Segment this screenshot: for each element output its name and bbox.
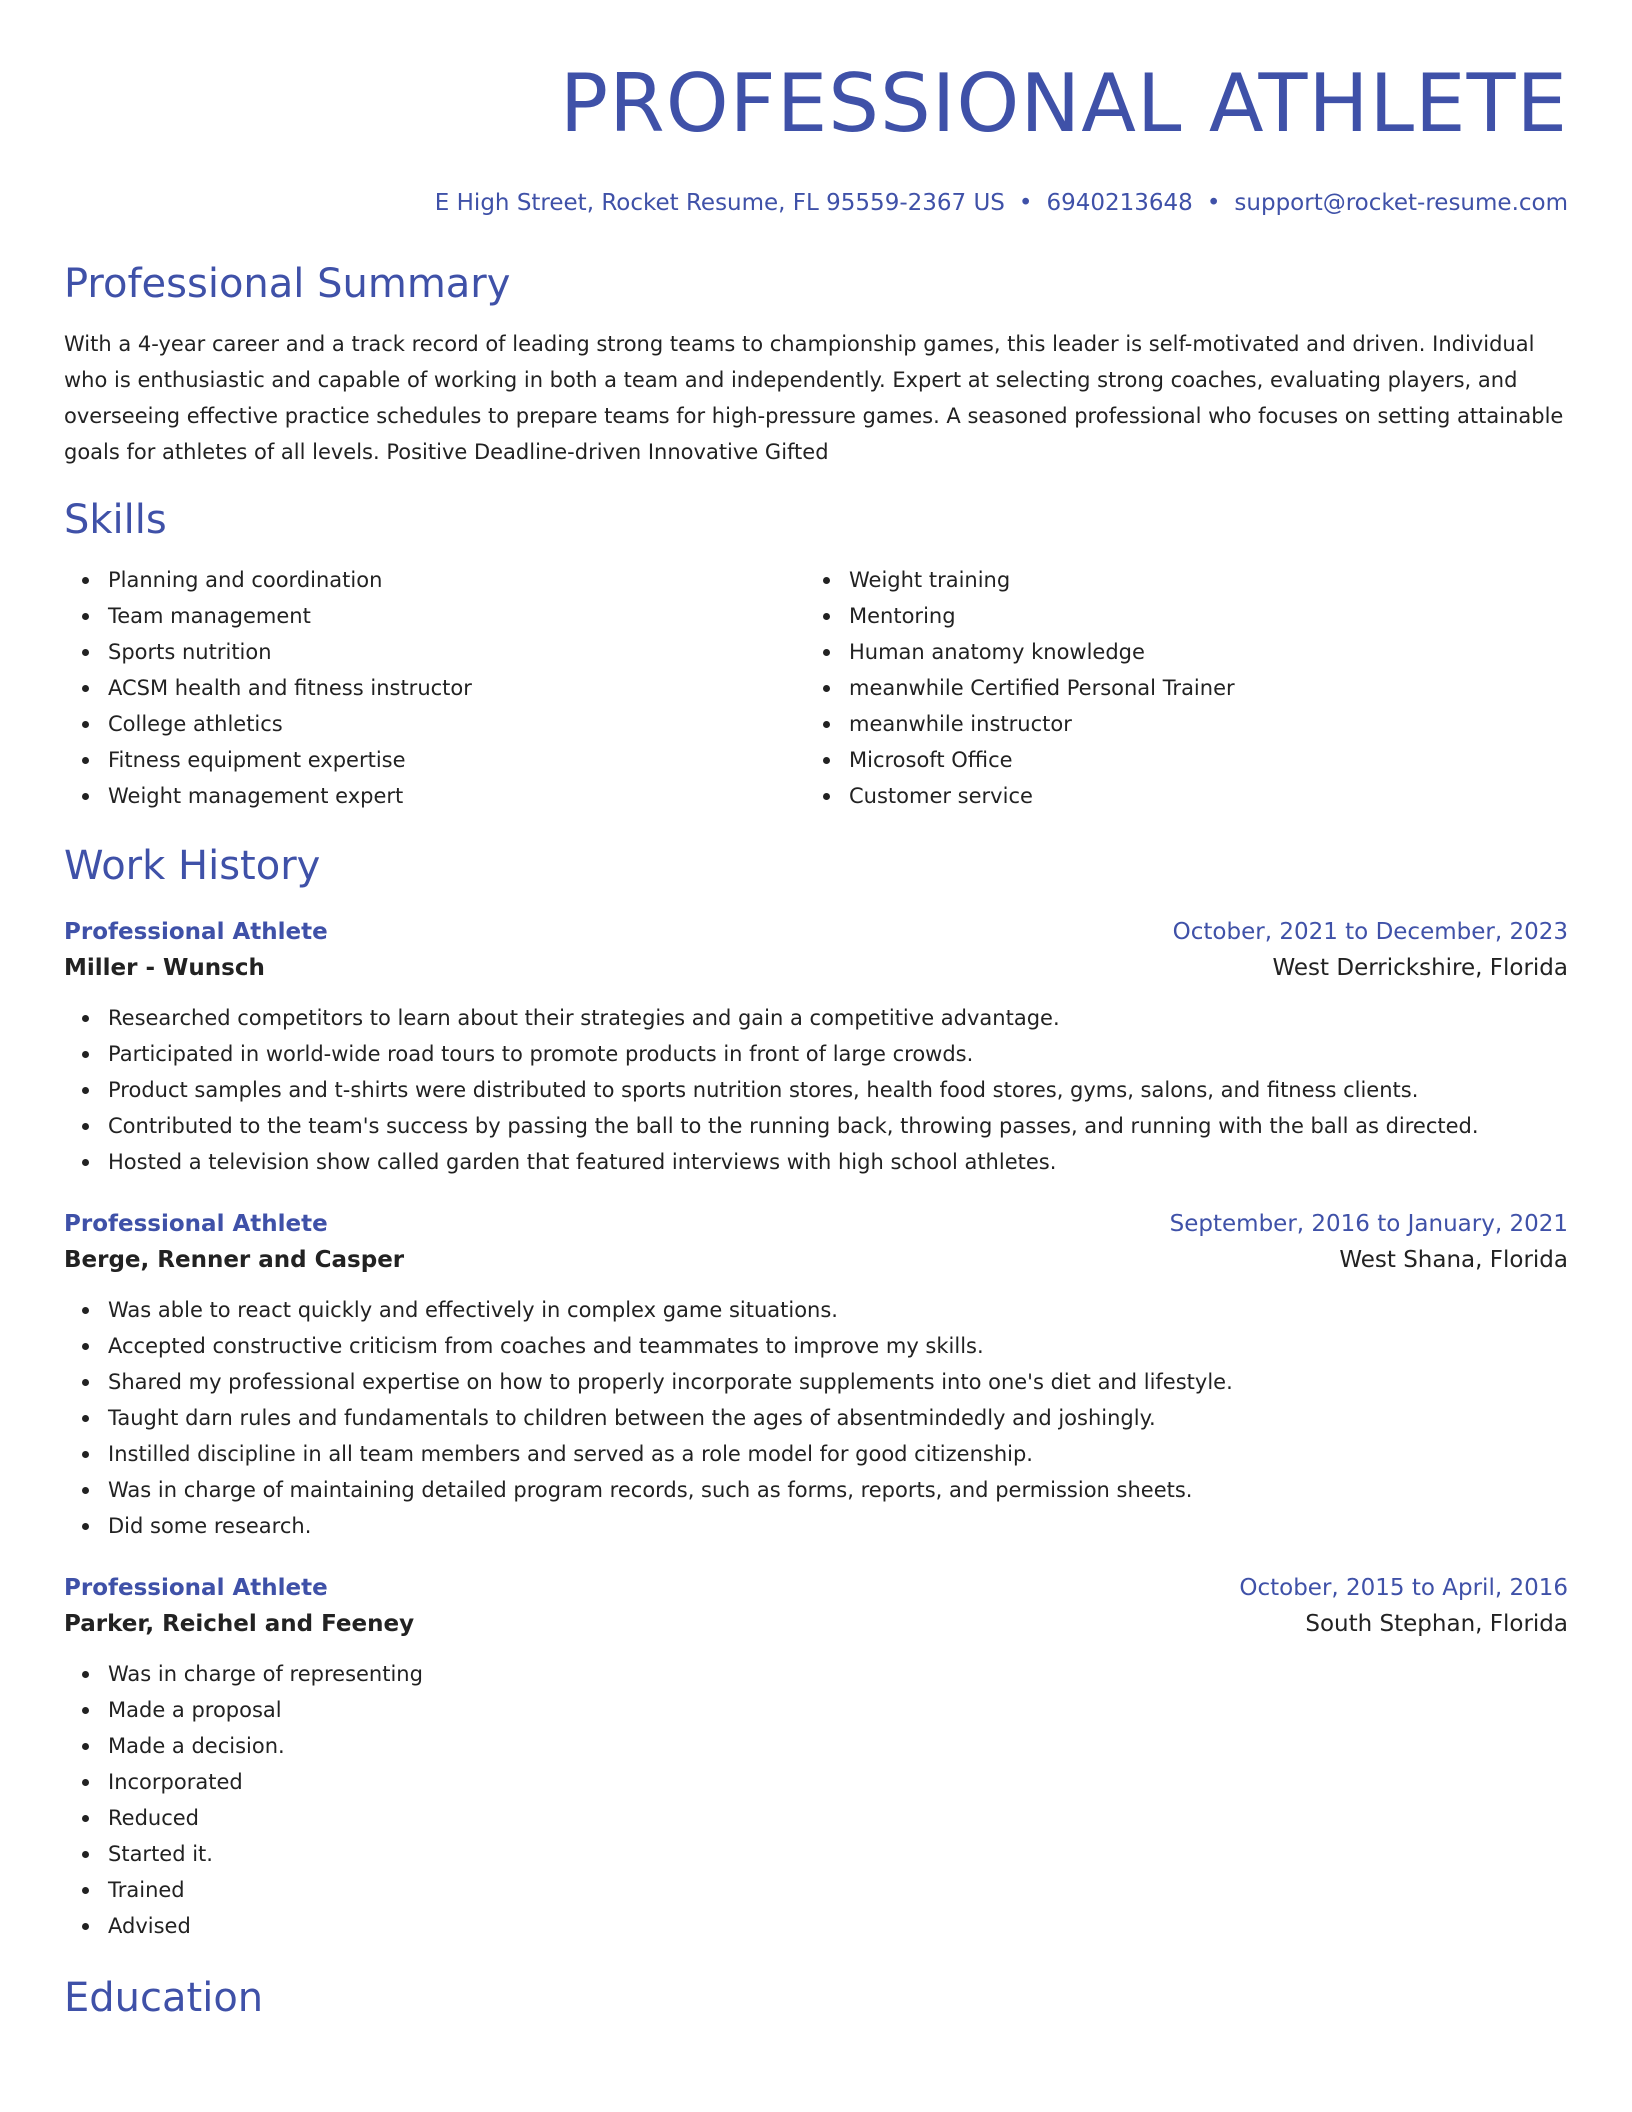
skill-item: Team management [108,598,805,634]
job-duty: Researched competitors to learn about their strategies and gain a competitive advantage. [108,1000,1568,1036]
job-company: Miller - Wunsch [64,955,265,981]
job-company: Parker, Reichel and Feeney [64,1611,415,1637]
job-entry [64,916,1568,1180]
skill-item: Weight training [849,562,1546,598]
job-dates: September, 2016 to January, 2021 [1169,1211,1568,1237]
skill-item: Weight management expert [108,778,805,814]
contact-line [64,188,1568,218]
job-location: South Stephan, Florida [1305,1611,1568,1637]
job-title: Professional Athlete [64,1575,328,1601]
skills-section [64,496,1568,814]
summary-section [64,260,1568,470]
skill-item: meanwhile instructor [849,706,1546,742]
job-duty: Made a proposal [108,1692,1568,1728]
job-location: West Shana, Florida [1339,1247,1568,1273]
skill-item: Customer service [849,778,1546,814]
job-dates: October, 2015 to April, 2016 [1239,1575,1568,1601]
job-dates: October, 2021 to December, 2023 [1172,919,1568,945]
contact-separator: • [1206,190,1221,216]
job-company-row [64,1604,1568,1644]
skill-item: ACSM health and fitness instructor [108,670,805,706]
job-duty: Product samples and t-shirts were distributed to sports nutrition stores, health food stores, gyms, salons, and fitness clients. [108,1072,1568,1108]
job-company-row [64,948,1568,988]
job-title: Professional Athlete [64,919,328,945]
skill-item: Human anatomy knowledge [849,634,1546,670]
candidate-name: PROFESSIONAL ATHLETE [559,57,1568,150]
job-duty: Hosted a television show called garden that featured interviews with high school athletes. [108,1144,1568,1180]
skill-item: Microsoft Office [849,742,1546,778]
job-duty: Started it. [108,1836,1568,1872]
job-duty: Was able to react quickly and effectively in complex game situations. [108,1292,1568,1328]
job-duty: Reduced [108,1800,1568,1836]
job-duty: Accepted constructive criticism from coaches and teammates to improve my skills. [108,1328,1568,1364]
section-title-skills: Skills [64,497,167,543]
job-duty: Participated in world-wide road tours to promote products in front of large crowds. [108,1036,1568,1072]
skill-item: College athletics [108,706,805,742]
skills-list-right [805,562,1546,814]
resume-header [64,56,1568,218]
job-duty: Was in charge of maintaining detailed program records, such as forms, reports, and permission sheets. [108,1472,1568,1508]
work-history-section [64,842,1568,1944]
job-duty: Contributed to the team's success by passing the ball to the running back, throwing passes, and running with the ball as directed. [108,1108,1568,1144]
job-duty: Instilled discipline in all team members and served as a role model for good citizenship. [108,1436,1568,1472]
skill-item: Mentoring [849,598,1546,634]
job-company-row [64,1240,1568,1280]
contact-phone: 6940213648 [1046,190,1193,216]
job-entry [64,1572,1568,1944]
skill-item: Fitness equipment expertise [108,742,805,778]
education-section [64,1974,1568,2022]
contact-email: support@rocket-resume.com [1234,190,1568,216]
skills-list-left [64,562,805,814]
job-duty: Was in charge of representing [108,1656,1568,1692]
job-location: West Derrickshire, Florida [1272,955,1568,981]
job-duty: Taught darn rules and fundamentals to children between the ages of absentmindedly and joshingly. [108,1400,1568,1436]
job-duty: Did some research. [108,1508,1568,1544]
job-title: Professional Athlete [64,1211,328,1237]
job-duty: Incorporated [108,1764,1568,1800]
contact-separator: • [1018,190,1033,216]
section-title-education: Education [64,1975,264,2021]
job-duty: Made a decision. [108,1728,1568,1764]
job-duty: Advised [108,1908,1568,1944]
contact-address: E High Street, Rocket Resume, FL 95559-2367 US [434,190,1005,216]
job-duties-list [64,1000,1568,1180]
summary-text: With a 4-year career and a track record of leading strong teams to championship games, this leader is self-motivated and driven. Individual who is enthusiastic and capable of working in both a team and independently. Expert at selecting strong coaches, evaluating players, and overseeing effective practice schedules to prepare teams for high-pressure games. A seasoned professional who focuses on setting attainable goals for athletes of all levels. Positive Deadline-driven Innovative Gifted [64,332,1564,464]
job-header-row [64,1572,1568,1604]
skills-grid [64,562,1568,814]
job-header-row [64,1208,1568,1240]
job-duty: Trained [108,1872,1568,1908]
section-title-work-history: Work History [64,843,321,889]
job-duties-list [64,1656,1568,1944]
skill-item: Sports nutrition [108,634,805,670]
job-company: Berge, Renner and Casper [64,1247,405,1273]
job-entry [64,1208,1568,1544]
job-duties-list [64,1292,1568,1544]
job-header-row [64,916,1568,948]
skill-item: Planning and coordination [108,562,805,598]
skill-item: meanwhile Certified Personal Trainer [849,670,1546,706]
job-duty: Shared my professional expertise on how to properly incorporate supplements into one's diet and lifestyle. [108,1364,1568,1400]
section-title-summary: Professional Summary [64,261,511,307]
